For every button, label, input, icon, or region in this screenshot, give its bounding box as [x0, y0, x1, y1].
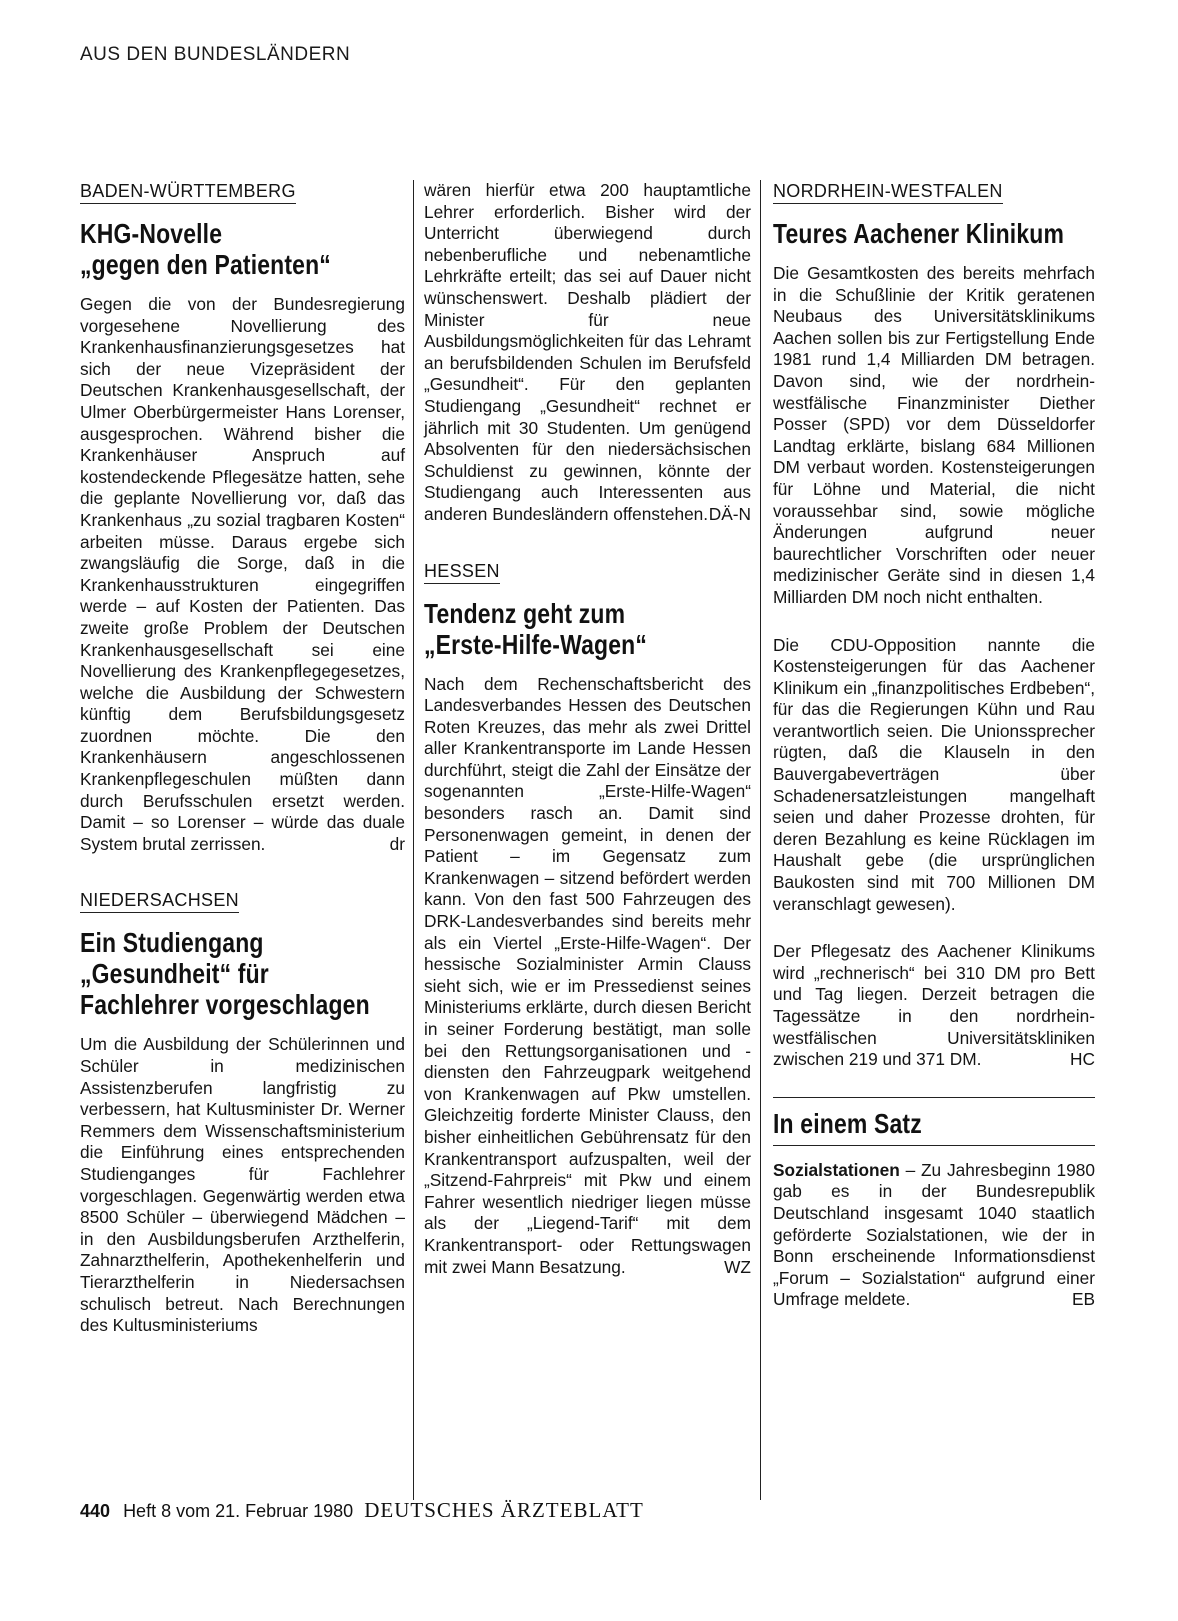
article-headline-erste-hilfe-wagen: [424, 598, 751, 660]
body-text: Der Pflegesatz des Aachener Klinikums wird „rechnerisch“ bei 310 DM pro Bett und Tag liegen. Derzeit betragen die Tagessätze in den nordrhein-westfälischen Universitätskliniken zwischen 219 und 371 DM.: [773, 941, 1095, 1070]
article-body-erste-hilfe-wagen: [424, 674, 751, 1279]
article-headline-studiengang: [80, 927, 405, 1020]
divider: [773, 1145, 1095, 1146]
section-label-niedersachsen: NIEDERSACHSEN: [80, 889, 239, 913]
article-body-khg-novelle: [80, 294, 405, 855]
column-1: [80, 180, 405, 1337]
headline-line: Fachlehrer vorgeschlagen: [80, 989, 370, 1021]
article-body-studiengang-continued: [424, 180, 751, 526]
page-number: 440: [80, 1501, 111, 1521]
column-2: [413, 180, 751, 1500]
headline-line: „Erste-Hilfe-Wagen“: [424, 628, 647, 660]
headline-line: KHG-Novelle: [80, 218, 223, 249]
author-signature: DÄ-N: [708, 503, 751, 524]
article-body-sozialstationen: [773, 1160, 1095, 1311]
magazine-title: DEUTSCHES ÄRZTEBLATT: [364, 1498, 644, 1522]
page-footer: [80, 1498, 644, 1523]
section-label-nordrhein-westfalen: NORDRHEIN-WESTFALEN: [773, 180, 1003, 204]
headline-line: „Gesundheit“ für: [80, 958, 269, 990]
article-paragraph: [773, 941, 1095, 1071]
body-text: Gegen die von der Bundesregierung vorgesehene Novellierung des Krankenhausfinanzierungsgesetzes hat sich der neue Vizepräsident der Deutschen Krankenhausgesellschaft, der Ulmer Oberbürgermeister Hans Lorenser, ausgesprochen. Während bisher die Krankenhäuser Anspruch auf kostendeckende Pflegesätze hatten, sehe die geplante Novellierung vor, daß das Krankenhaus „zu sozial tragbaren Kosten“ arbeiten müsse. Daraus ergebe sich zwangsläufig die Sorge, daß in die Krankenhausstrukturen eingegriffen werde – auf Kosten der Patienten. Das zweite große Problem der Deutschen Krankenhausgesellschaft sei eine Novellierung des Krankenpflegegesetzes, welche die Ausbildung der Schwestern künftig dem Berufsbildungsgesetz zuordnen möchte. Die den Krankenhäusern angeschlossenen Krankenpflegeschulen müßten dann durch Berufsschulen ersetzt werden. Damit – so Lorenser – würde das duale System brutal zerrissen.: [80, 294, 405, 854]
section-headline-in-einem-satz: In einem Satz: [773, 1107, 922, 1139]
article-paragraph: Die CDU-Opposition nannte die Kostensteigerungen für das Aachener Klinikum ein „finanzpolitisches Erdbeben“, für das die Regierungen Kühn und Rau verantwortlich seien. Die Unionssprecher rügten, daß die Klauseln in den Bauvergabeverträgen über Schadenersatzleistungen mangelhaft seien und daher Prozesse drohten, für deren Bezahlung es keine Rücklagen im Haushalt gebe (die ursprünglichen Baukosten sind mit 700 Millionen DM veranschlagt gewesen).: [773, 634, 1095, 914]
body-text: Nach dem Rechenschaftsbericht des Landesverbandes Hessen des Deutschen Roten Kreuzes, das mehr als zwei Drittel aller Krankentransporte im Lande Hessen durchführt, steigt die Zahl der Einsätze der sogenannten „Erste-Hilfe-Wagen“ besonders rasch an. Damit sind Personenwagen gemeint, in denen der Patient – im Gegensatz zum Krankenwagen – sitzend befördert werden kann. Von den fast 500 Fahrzeugen des DRK-Landesverbandes sind bereits mehr als ein Viertel „Erste-Hilfe-Wagen“. Der hessische Sozialminister Armin Clauss sieht sich, wie er im Pressedienst seines Ministeriums erklärte, durch diesen Bericht in seiner Forderung bestätigt, man solle bei den Rettungsorganisationen und -diensten den Fahrzeugpark weitgehend von Krankenwagen auf Pkw umstellen. Gleichzeitig forderte Minister Clauss, den bisher einheitlichen Gebührensatz für den Krankentransport aufzuspalten, weil der „Sitzend-Fahrpreis“ mit Pkw und einem Fahrer wesentlich niedriger liegen müsse als der „Liegend-Tarif“ mit dem Krankentransport- oder Rettungswagen mit zwei Mann Besatzung.: [424, 673, 751, 1277]
divider: [773, 1097, 1095, 1098]
author-signature: EB: [1071, 1289, 1095, 1310]
article-headline-khg-novelle: [80, 218, 405, 280]
lead-word: Sozialstationen: [773, 1159, 900, 1180]
author-signature: dr: [389, 833, 405, 854]
section-label-hessen: HESSEN: [424, 560, 500, 584]
body-text: – Zu Jahresbeginn 1980 gab es in der Bundesrepublik Deutschland insgesamt 1040 staatlich geförderte Sozialstationen, wie der in Bonn erscheinende Informationsdienst „Forum – Sozialstation“ aufgrund einer Umfrage meldete.: [773, 1159, 1095, 1310]
article-body-studiengang: Um die Ausbildung der Schülerinnen und Schüler in medizinischen Assistenzberufen langfristig zu verbessern, hat Kultusminister Dr. Werner Remmers dem Wissenschaftsministerium die Einführung eines entsprechenden Studienganges für Fachlehrer vorgeschlagen. Gegenwärtig werden etwa 8500 Schüler – überwiegend Mädchen – in den Ausbildungsberufen Arzthelferin, Zahnarzthelferin, Apothekenhelferin und Tierarzthelferin in Niedersachsen schulisch betreut. Nach Berechnungen des Kultusministeriums: [80, 1034, 405, 1336]
headline-line: „gegen den Patienten“: [80, 249, 331, 280]
column-3: [760, 180, 1095, 1500]
article-paragraph: Die Gesamtkosten des bereits mehrfach in die Schußlinie der Kritik geratenen Neubaus des Universitätsklinikums Aachen sollen bis zur Fertigstellung Ende 1981 rund 1,4 Milliarden DM betragen. Davon sind, wie der nordrhein-westfälische Finanzminister Diether Posser (SPD) vor dem Düsseldorfer Landtag erklärte, bislang 684 Millionen DM verbaut worden. Kostensteigerungen für Löhne und Material, die nicht voraussehbar sind, sowie mögliche Änderungen aufgrund neuer baurechtlicher Vorschriften oder neuer medizinischer Geräte sind in diesen 1,4 Milliarden DM noch nicht enthalten.: [773, 263, 1095, 607]
author-signature: WZ: [724, 1256, 751, 1277]
body-text: wären hierfür etwa 200 hauptamtliche Lehrer erforderlich. Bisher wird der Unterricht überwiegend durch nebenberufliche und nebenamtliche Lehrkräfte erteilt; das sei auf Dauer nicht wünschenswert. Deshalb plädiert der Minister für neue Ausbildungsmöglichkeiten für das Lehramt an berufsbildenden Schulen im Berufsfeld „Gesundheit“. Für den geplanten Studiengang „Gesundheit“ rechnet er jährlich mit 30 Studenten. Um genügend Absolventen für den niedersächsischen Schuldienst zu gewinnen, könnte der Studiengang auch Interessenten aus anderen Bundesländern offenstehen.: [424, 180, 751, 524]
headline-line: Tendenz geht zum: [424, 597, 626, 629]
section-label-baden-wuerttemberg: BADEN-WÜRTTEMBERG: [80, 180, 296, 204]
issue-info: Heft 8 vom 21. Februar 1980: [123, 1501, 354, 1521]
author-signature: HC: [1070, 1049, 1095, 1070]
article-headline-aachener-klinikum: Teures Aachener Klinikum: [773, 218, 1065, 249]
running-head: AUS DEN BUNDESLÄNDERN: [80, 44, 351, 65]
headline-line: Ein Studiengang: [80, 927, 264, 959]
